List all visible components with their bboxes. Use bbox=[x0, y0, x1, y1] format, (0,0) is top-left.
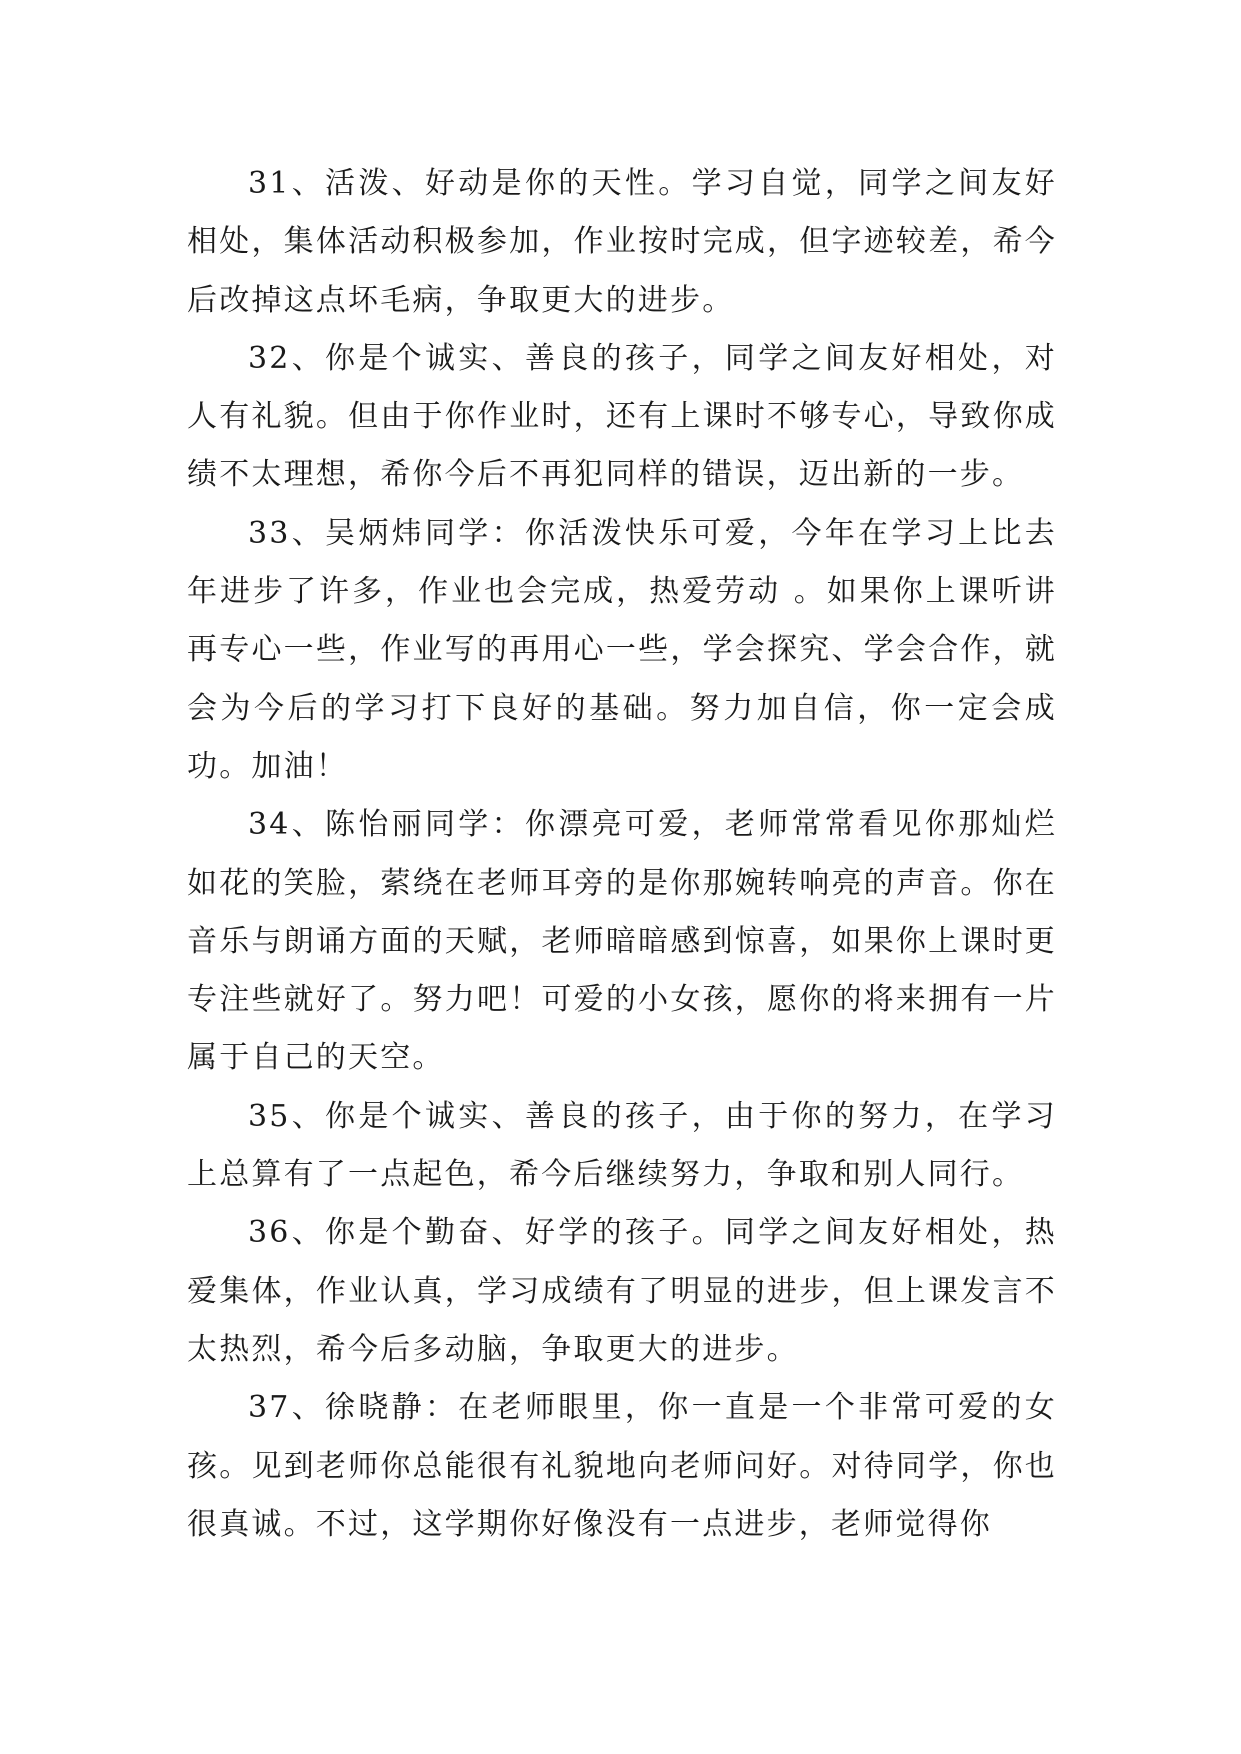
comment-paragraph-33: 33、吴炳炜同学：你活泼快乐可爱，今年在学习上比去年进步了许多，作业也会完成，热爱劳动 。如果你上课听讲再专心一些，作业写的再用心一些，学会探究、学会合作，就会为今后的学习打下良好的基础。努力加自信，你一定会成功。加油！ bbox=[187, 515, 1057, 784]
comment-paragraph-32: 32、你是个诚实、善良的孩子，同学之间友好相处，对人有礼貌。但由于你作业时，还有上课时不够专心，导致你成绩不太理想，希你今后不再犯同样的错误，迈出新的一步。 bbox=[187, 340, 1057, 493]
document-body bbox=[187, 155, 1057, 1554]
comment-paragraph-37: 37、徐晓静：在老师眼里，你一直是一个非常可爱的女孩。见到老师你总能很有礼貌地向老师问好。对待同学，你也很真诚。不过，这学期你好像没有一点进步，老师觉得你 bbox=[187, 1390, 1057, 1542]
comment-paragraph-31: 31、活泼、好动是你的天性。学习自觉，同学之间友好相处，集体活动积极参加，作业按时完成，但字迹较差，希今后改掉这点坏毛病，争取更大的进步。 bbox=[187, 166, 1057, 318]
comment-paragraph-34: 34、陈怡丽同学：你漂亮可爱，老师常常看见你那灿烂如花的笑脸，萦绕在老师耳旁的是你那婉转响亮的声音。你在音乐与朗诵方面的天赋，老师暗暗感到惊喜，如果你上课时更专注些就好了。努力吧！可爱的小女孩，愿你的将来拥有一片属于自己的天空。 bbox=[187, 807, 1057, 1076]
comment-paragraph-35: 35、你是个诚实、善良的孩子，由于你的努力，在学习上总算有了一点起色，希今后继续努力，争取和别人同行。 bbox=[187, 1098, 1057, 1193]
comment-paragraph-36: 36、你是个勤奋、好学的孩子。同学之间友好相处，热爱集体，作业认真，学习成绩有了明显的进步，但上课发言不太热烈，希今后多动脑，争取更大的进步。 bbox=[187, 1215, 1057, 1367]
